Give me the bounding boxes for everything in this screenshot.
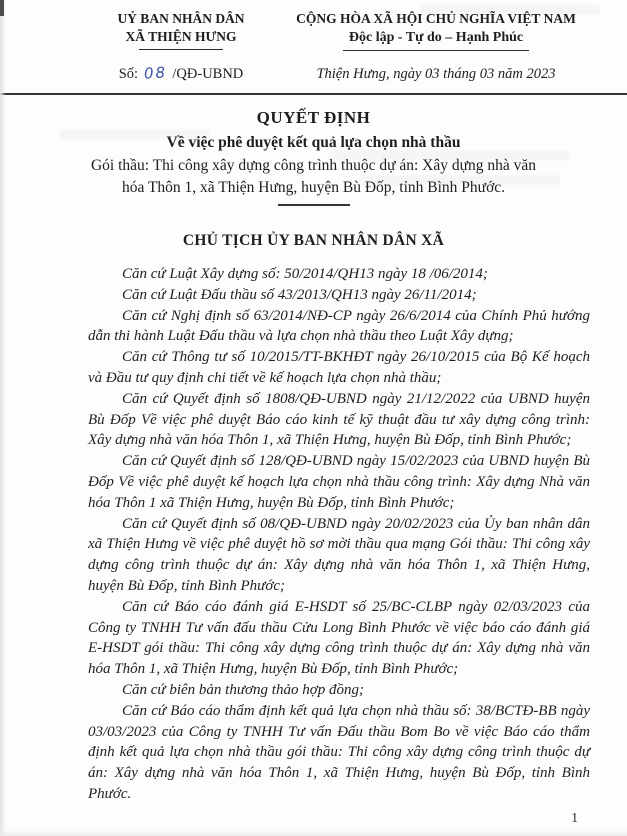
national-motto-line2: Độc lập - Tự do – Hạnh Phúc	[348, 30, 524, 45]
national-motto-line1: CỘNG HÒA XÃ HỘI CHỦ NGHĨA VIỆT NAM	[296, 11, 576, 26]
document-title: QUYẾT ĐỊNH	[256, 108, 371, 127]
recital-paragraph: Căn cứ Báo cáo đánh giá E-HSDT số 25/BC-CLBP ngày 02/03/2023 của Công ty TNHH Tư vấn đấu thầu Cửu Long Bình Phước về việc báo cáo đánh giá E-HSDT gói thầu: Thi công xây dựng công trình thuộc dự án: Xây dựng nhà văn hóa Thôn 1, xã Thiện Hưng, huyện Bù Đốp, tỉnh Bình Phước;	[88, 598, 590, 678]
bleed-through-artifact	[360, 175, 560, 185]
recital-paragraph: Căn cứ Quyết định số 1808/QĐ-UBND ngày 21/12/2022 của UBND huyện Bù Đốp Về việc phê duyệt Báo cáo kinh tế kỹ thuật đầu tư xây dựng công trình: Xây dựng nhà văn hóa Thôn 1, xã Thiện Hưng, huyện Bù Đốp, tỉnh Bình Phước;	[88, 390, 590, 449]
recital-paragraph: Căn cứ Quyết định số 128/QĐ-UBND ngày 15/02/2023 của UBND huyện Bù Đốp Về việc phê duyệt kế hoạch lựa chọn nhà thầu công trình: Xây dựng Nhà văn hóa Thôn 1 xã Thiện Hưng, huyện Bù Đốp, tỉnh Bình Phước;	[88, 453, 590, 511]
recital-paragraph: Căn cứ Thông tư số 10/2015/TT-BKHĐT ngày 26/10/2015 của Bộ Kế hoạch và Đầu tư quy định chi tiết về kế hoạch lựa chọn nhà thầu;	[88, 349, 590, 386]
recital-paragraph: Căn cứ Luật Xây dựng số: 50/2014/QH13 ngày 18 /06/2014;	[122, 266, 488, 282]
recital-paragraph: Căn cứ Báo cáo thẩm định kết quả lựa chọn nhà thầu số: 38/BCTĐ-BB ngày 03/03/2023 của Công ty TNHH Tư vấn Đấu thầu Bom Bo về việc Báo cáo thẩm định kết quả lựa chọn nhà thầu gói thầu: Thi công xây dựng công trình thuộc dự án: Xây dựng nhà văn hóa Thôn 1, xã Thiện Hưng, huyện Bù Đốp, tỉnh Bình Phước.	[88, 702, 590, 802]
document-number-handwritten-value: 08	[143, 63, 168, 83]
recital-paragraph: Căn cứ biên bản thương thảo hợp đồng;	[122, 681, 364, 698]
scan-left-edge-shadow	[0, 0, 6, 836]
recitals-section	[0, 264, 627, 805]
document-number-row	[72, 63, 290, 84]
title-separator-rule	[278, 204, 350, 206]
bid-package-description: Gói thầu: Thi công xây dựng công trình thuộc dự án: Xây dựng nhà văn hóa Thôn 1, xã Thiện Hưng, huyện Bù Đốp, tỉnh Bình Phước.	[90, 157, 537, 196]
agency-underline	[139, 49, 223, 50]
recital-paragraph: Căn cứ Nghị định số 63/2014/NĐ-CP ngày 26/6/2014 của Chính Phủ hướng dẫn thi hành Luật Đấu thầu và lựa chọn nhà thầu theo Luật Xây dựng;	[88, 307, 590, 345]
bleed-through-artifact	[60, 130, 210, 139]
motto-underline	[343, 50, 529, 51]
document-subtitle: Về việc phê duyệt kết quả lựa chọn nhà thầu	[166, 134, 461, 151]
recital-paragraph: Căn cứ Quyết định số 08/QĐ-UBND ngày 20/02/2023 của Ủy ban nhân dân xã Thiện Hưng về việc phê duyệt hồ sơ mời thầu qua mạng Gói thầu: Thi công xây dựng công trình thuộc dự án: Xây dựng nhà văn hóa Thôn 1, xã Thiện Hưng, huyện Bù Đốp, tỉnh Bình Phước;	[88, 515, 590, 594]
page-number: 1	[571, 810, 578, 825]
recital-paragraph: Căn cứ Luật Đấu thầu số 43/2013/QH13 ngày 26/11/2014;	[122, 286, 477, 303]
issuing-agency-line1: UỶ BAN NHÂN DÂN	[117, 11, 245, 26]
document-header	[0, 0, 627, 84]
issuing-agency-block	[72, 10, 290, 84]
bleed-through-artifact	[330, 150, 570, 160]
header-separator-rule	[0, 93, 627, 95]
place-and-date-line: Thiện Hưng, ngày 03 tháng 03 năm 2023	[316, 66, 556, 82]
authority-heading: CHỦ TỊCH ỦY BAN NHÂN DÂN XÃ	[182, 232, 445, 249]
scan-bottom-edge-shadow	[0, 830, 627, 836]
national-header-block	[296, 10, 576, 84]
document-number-suffix: /QĐ-UBND	[172, 66, 244, 82]
document-number-label: Số:	[118, 66, 139, 82]
issuing-agency-line2: XÃ THIỆN HƯNG	[125, 29, 237, 44]
